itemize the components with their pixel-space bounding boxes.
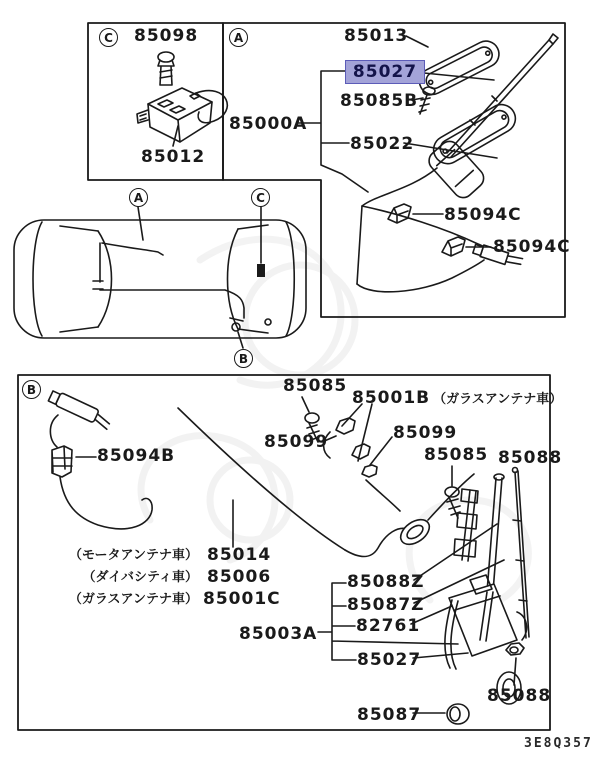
part-label-85087[interactable]: 85087	[357, 705, 422, 725]
part-label-85027-highlighted[interactable]	[345, 60, 425, 84]
car-pointer-a: A	[129, 188, 148, 207]
part-label-85085b[interactable]: 85085B	[340, 91, 419, 111]
part-label-85094b[interactable]: 85094B	[97, 446, 176, 466]
selected-part-number: 85027	[352, 62, 418, 82]
car-pointer-c: C	[251, 188, 270, 207]
part-label-85098[interactable]: 85098	[134, 26, 199, 46]
part-label-85012[interactable]: 85012	[141, 147, 206, 167]
variant-type-glass: （ガラスアンテナ車）	[68, 592, 198, 607]
drawing-code: 3E8Q357	[524, 736, 593, 751]
part-label-85014[interactable]: 85014	[207, 545, 272, 565]
part-label-85001b[interactable]	[352, 388, 562, 408]
part-label-85000a[interactable]: 85000A	[229, 114, 308, 134]
variant-type-motor: （モータアンテナ車）	[69, 548, 198, 563]
part-label-85013[interactable]: 85013	[344, 26, 409, 46]
section-tag-a: A	[229, 28, 248, 47]
part-label-85022[interactable]: 85022	[350, 134, 415, 154]
part-label-85085-right[interactable]: 85085	[424, 445, 489, 465]
part-number: 85001B	[352, 388, 431, 408]
part-label-85088-grommet[interactable]: 85088	[487, 686, 552, 706]
car-pointer-b: B	[234, 349, 253, 368]
section-tag-b: B	[22, 380, 41, 399]
part-label-85088z[interactable]: 85088Z	[347, 572, 425, 592]
screw-icon	[445, 466, 460, 518]
part-label-85001c[interactable]: 85001C	[203, 589, 281, 609]
part-label-85094c-2[interactable]: 85094C	[493, 237, 571, 257]
grommet-icon	[413, 704, 469, 724]
variant-note: （ガラスアンテナ車）	[433, 392, 563, 407]
antenna-cable-drawing	[357, 168, 523, 292]
part-label-85099-right[interactable]: 85099	[393, 423, 458, 443]
part-label-85088-rod[interactable]: 85088	[498, 448, 563, 468]
part-label-85003a[interactable]: 85003A	[239, 624, 318, 644]
part-label-85087z[interactable]: 85087Z	[347, 595, 425, 615]
part-label-85099-left[interactable]: 85099	[264, 432, 329, 452]
part-label-85085-top[interactable]: 85085	[283, 376, 348, 396]
section-tag-c: C	[99, 28, 118, 47]
feeder-plug-drawing	[48, 389, 113, 447]
antenna-sensor-drawing	[137, 88, 227, 146]
part-label-85094c-1[interactable]: 85094C	[444, 205, 522, 225]
part-label-85006[interactable]: 85006	[207, 567, 272, 587]
base-pad-drawing	[429, 100, 521, 169]
variant-type-diversity: （ダイバシティ車）	[82, 570, 198, 585]
glass-cable-clips-drawing	[322, 404, 400, 511]
bolt-icon	[158, 52, 174, 85]
part-label-82761[interactable]: 82761	[356, 616, 421, 636]
part-label-85027-bottom[interactable]: 85027	[357, 650, 422, 670]
